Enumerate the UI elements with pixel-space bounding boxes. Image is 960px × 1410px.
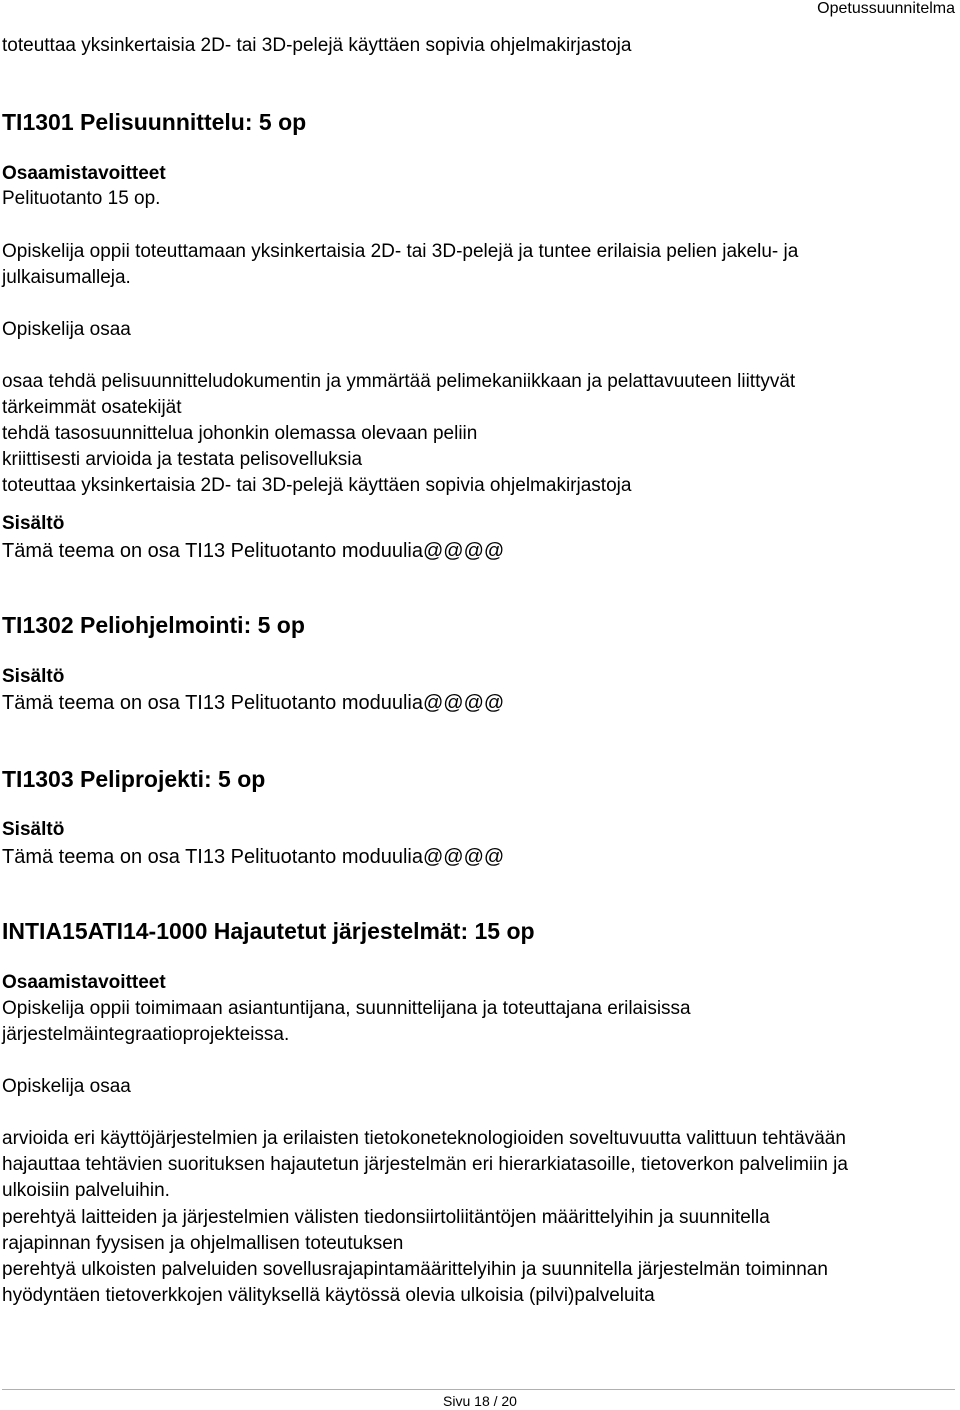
objectives-heading: Osaamistavoitteet — [2, 163, 166, 184]
objectives-line: järjestelmäintegraatioprojekteissa. — [2, 1024, 290, 1045]
student-item: hajauttaa tehtävien suorituksen hajautetun järjestelmän eri hierarkiatasoille, tietoverkon palvelimiin ja — [2, 1154, 848, 1175]
continued-item: toteuttaa yksinkertaisia 2D- tai 3D-pelejä käyttäen sopivia ohjelmakirjastoja — [2, 35, 632, 56]
student-item: perehtyä ulkoisten palveluiden sovellusrajapintamäärittelyihin ja suunnitella järjestelmän toiminnan — [2, 1259, 828, 1280]
student-item: arvioida eri käyttöjärjestelmien ja erilaisten tietokoneteknologioiden soveltuvuutta valittuun tehtävään — [2, 1128, 846, 1149]
footer-divider — [2, 1389, 955, 1390]
objectives-line: Opiskelija oppii toimimaan asiantuntijana, suunnittelijana ja toteuttajana erilaisissa — [2, 998, 691, 1019]
objectives-line: julkaisumalleja. — [2, 267, 131, 288]
content-heading: Sisältö — [2, 666, 65, 687]
content-text: Tämä teema on osa TI13 Pelituotanto moduulia@@@@ — [2, 540, 505, 562]
student-item: tehdä tasosuunnittelua johonkin olemassa olevaan peliin — [2, 423, 478, 444]
content-text: Tämä teema on osa TI13 Pelituotanto moduulia@@@@ — [2, 692, 505, 714]
section-title: TI1303 Peliprojekti: 5 op — [2, 766, 266, 792]
content-text: Tämä teema on osa TI13 Pelituotanto moduulia@@@@ — [2, 846, 505, 868]
student-heading: Opiskelija osaa — [2, 1076, 131, 1097]
student-item: toteuttaa yksinkertaisia 2D- tai 3D-pelejä käyttäen sopivia ohjelmakirjastoja — [2, 475, 632, 496]
objectives-line: Pelituotanto 15 op. — [2, 188, 161, 209]
section-title: INTIA15ATI14-1000 Hajautetut järjestelmät: 15 op — [2, 918, 535, 944]
student-item: kriittisesti arvioida ja testata pelisovelluksia — [2, 449, 363, 470]
objectives-line: Opiskelija oppii toteuttamaan yksinkertaisia 2D- tai 3D-pelejä ja tuntee erilaisia pelien jakelu- ja — [2, 241, 799, 262]
student-item: tärkeimmät osatekijät — [2, 397, 182, 418]
student-item: osaa tehdä pelisuunnitteludokumentin ja ymmärtää pelimekaniikkaan ja pelattavuuteen liittyvät — [2, 371, 796, 392]
content-heading: Sisältö — [2, 513, 65, 534]
student-item: rajapinnan fyysisen ja ohjelmallisen toteutuksen — [2, 1233, 404, 1254]
content-heading: Sisältö — [2, 819, 65, 840]
objectives-heading: Osaamistavoitteet — [2, 972, 166, 993]
section-title: TI1302 Peliohjelmointi: 5 op — [2, 612, 305, 638]
student-item: ulkoisiin palveluihin. — [2, 1180, 170, 1201]
section-title: TI1301 Pelisuunnittelu: 5 op — [2, 109, 307, 135]
student-item: perehtyä laitteiden ja järjestelmien välisten tiedonsiirtoliitäntöjen määrittelyihin ja suunnitella — [2, 1207, 770, 1228]
student-heading: Opiskelija osaa — [2, 319, 131, 340]
student-item: hyödyntäen tietoverkkojen välityksellä käytössä olevia ulkoisia (pilvi)palveluita — [2, 1285, 655, 1306]
page-number: Sivu 18 / 20 — [443, 1393, 517, 1409]
running-head: Opetussuunnitelma — [817, 0, 955, 17]
